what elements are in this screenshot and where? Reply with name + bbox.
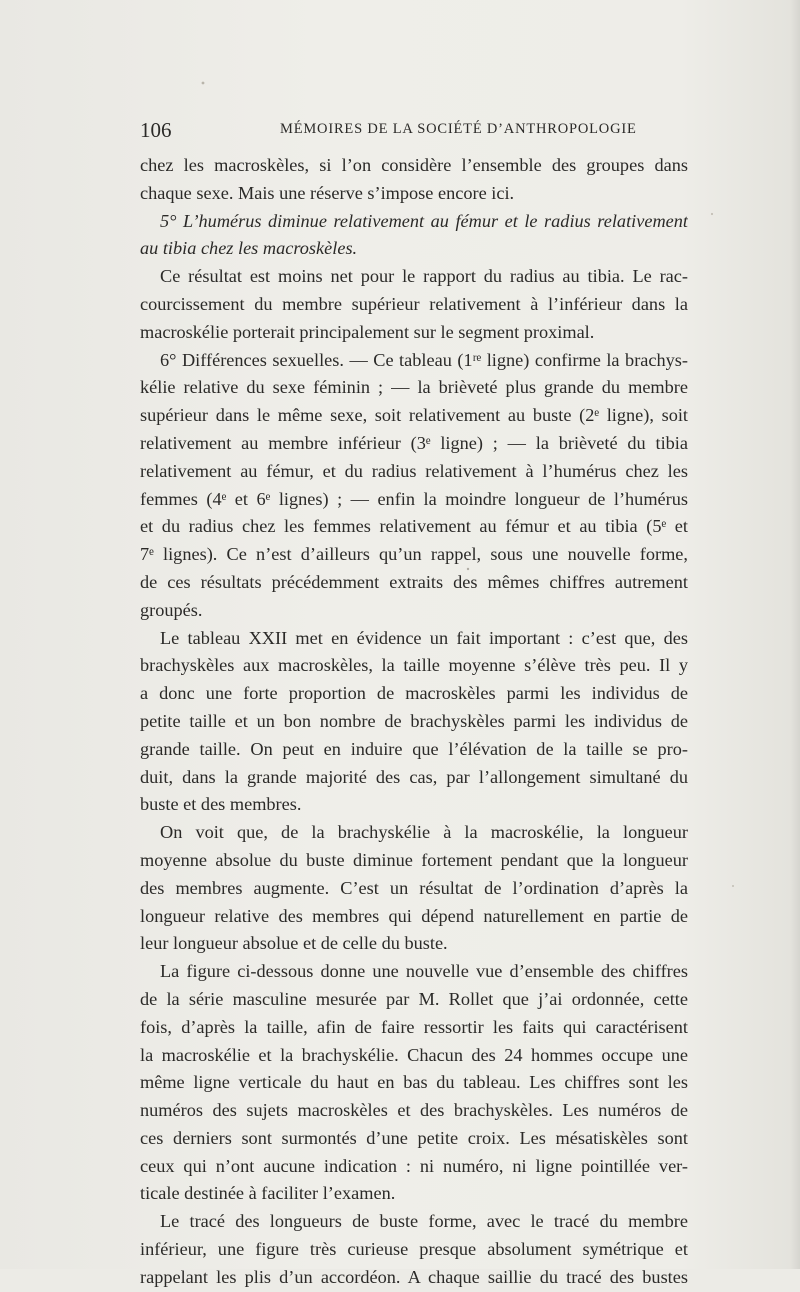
text-line: kélie relative du sexe féminin ; — la brièveté plus grande du membre: [140, 377, 688, 398]
text-line: 7ᵉ lignes). Ce n’est d’ailleurs qu’un rappel, sous une nouvelle forme,: [140, 544, 688, 565]
text-line: ceux qui n’ont aucune indication : ni numéro, ni ligne pointillée ver-: [140, 1155, 688, 1176]
text-line: même ligne verticale du haut en bas du tableau. Les chiffres sont les: [140, 1072, 688, 1093]
page-number: 106: [140, 118, 172, 142]
text-line: 6° Différences sexuelles. — Ce tableau (1ʳᵉ ligne) confirme la brachys-: [160, 349, 688, 370]
text-line: a donc une forte proportion de macroskèles parmi les individus de: [140, 683, 688, 704]
text-line: numéros des sujets macroskèles et des brachyskèles. Les numéros de: [140, 1100, 688, 1121]
text-line: duit, dans la grande majorité des cas, par l’allongement simultané du: [140, 766, 688, 787]
text-line: ces derniers sont surmontés d’une petite croix. Les mésatiskèles sont: [140, 1127, 688, 1148]
text-line: de ces résultats précédemment extraits des mêmes chiffres autrement: [140, 571, 688, 592]
text-line: petite taille et un bon nombre de brachyskèles parmi les individus de: [140, 710, 688, 731]
text-line: Le tracé des longueurs de buste forme, avec le tracé du membre: [160, 1211, 688, 1232]
body-text: [140, 152, 688, 1292]
text-line: de la série masculine mesurée par M. Rollet que j’ai ordonnée, cette: [140, 988, 688, 1009]
text-line-heading: 5° L’humérus diminue relativement au fémur et le radius relativement: [160, 210, 688, 231]
text-line: fois, d’après la taille, afin de faire ressortir les faits qui caractérisent: [140, 1016, 688, 1037]
text-line: chez les macroskèles, si l’on considère l’ensemble des groupes dans: [140, 155, 688, 175]
text-line: Ce résultat est moins net pour le rapport du radius au tibia. Le rac-: [160, 266, 688, 287]
paper-speck: [732, 885, 734, 887]
text-line: brachyskèles aux macroskèles, la taille moyenne s’élève très peu. Il y: [140, 655, 688, 676]
text-line: des membres augmente. C’est un résultat de l’ordination d’après la: [140, 877, 688, 898]
text-line: Le tableau XXII met en évidence un fait important : c’est que, des: [160, 627, 688, 648]
page-edge-shadow: [790, 0, 800, 1269]
page-header: [140, 118, 688, 144]
text-line: inférieur, une figure très curieuse presque absolument symétrique et: [140, 1239, 688, 1260]
paper-speck: [711, 213, 713, 215]
text-line: La figure ci-dessous donne une nouvelle vue d’ensemble des chiffres: [160, 961, 688, 982]
text-line: longueur relative des membres qui dépend naturellement en partie de: [140, 905, 688, 926]
text-line: supérieur dans le même sexe, soit relativement au buste (2ᵉ ligne), soit: [140, 405, 688, 426]
text-line: chaque sexe. Mais une réserve s’impose encore ici.: [140, 182, 515, 203]
text-line: relativement au membre inférieur (3ᵉ ligne) ; — la brièveté du tibia: [140, 432, 688, 453]
text-line: grande taille. On peut en induire que l’élévation de la taille se pro-: [140, 738, 688, 759]
text-line: la macroskélie et la brachyskélie. Chacun des 24 hommes occupe une: [140, 1044, 688, 1065]
text-line: femmes (4ᵉ et 6ᵉ lignes) ; — enfin la moindre longueur de l’humérus: [140, 488, 688, 509]
text-line: buste et des membres.: [140, 794, 302, 815]
text-line: leur longueur absolue et de celle du buste.: [140, 933, 448, 954]
text-line-heading: au tibia chez les macroskèles.: [140, 238, 358, 259]
text-line: On voit que, de la brachyskélie à la macroskélie, la longueur: [160, 822, 688, 843]
running-title: MÉMOIRES DE LA SOCIÉTÉ D’ANTHROPOLOGIE: [280, 121, 637, 137]
text-line: et du radius chez les femmes relativement au fémur et au tibia (5ᵉ et: [140, 516, 688, 537]
text-line: moyenne absolue du buste diminue fortement pendant que la longueur: [140, 849, 688, 870]
text-line: rappelant les plis d’un accordéon. A chaque saillie du tracé des bustes: [140, 1266, 688, 1287]
text-line: ticale destinée à faciliter l’examen.: [140, 1183, 396, 1204]
text-line: macroskélie porterait principalement sur le segment proximal.: [140, 321, 595, 342]
text-line: courcissement du membre supérieur relativement à l’inférieur dans la: [140, 293, 688, 314]
paper-speck: [202, 82, 205, 85]
text-line: relativement au fémur, et du radius relativement à l’humérus chez les: [140, 460, 688, 481]
text-line: groupés.: [140, 599, 203, 620]
